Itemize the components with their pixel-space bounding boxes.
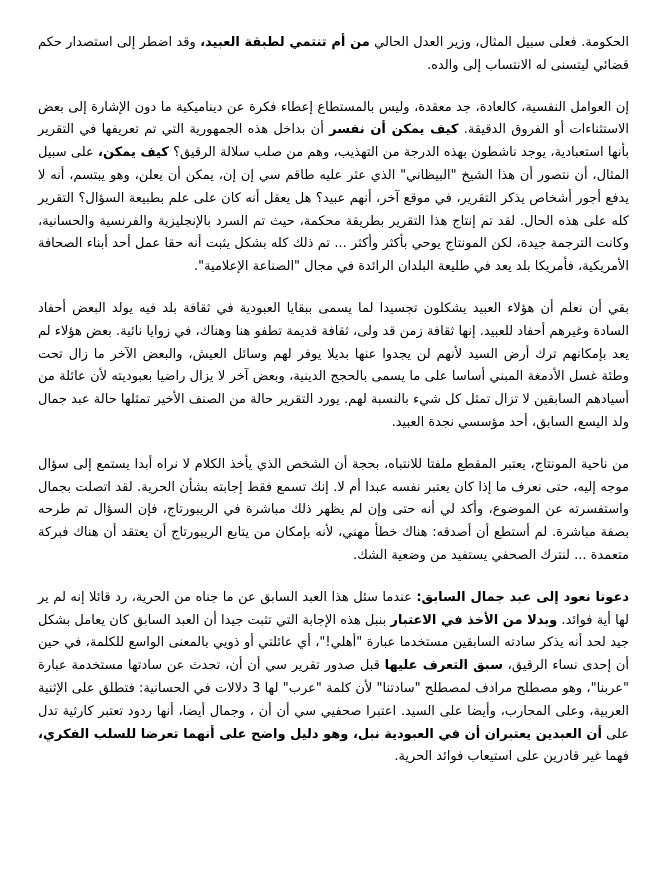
- text-run: بقي أن نعلم أن هؤلاء العبيد يشكلون تجسيدا لما يسمى ببقايا العبودية في ثقافة بلد فيه يولد البعض أحفاد السادة وغيرهم أحفاد للعبيد. إنها ثقافة زمن قد ولى، ثقافة قديمة تطفو هنا وهناك، في زوايا نائية. بعض هؤلاء لم يعد بإمكانهم ترك أرض السيد لأنهم لن يجدوا عنها بديلا يوفر لهم وسائل العيش، والبعض الآخر ما زال تحت وطئة غسل الأدمغة المبني أساسا على ما يسمى بالحجج الدينية، وبعض آخر لا يزال راضيا بعبوديته لأن عائلة من أسيادهم السابقين لا تزال تمثل كل شيء بالنسبة لهم. يورد التقرير حالة من الصنف الأخير تمثلها حالة عبد جمال ولد اليسع السابق، أحد مؤسسي نجدة العبيد.: [38, 300, 629, 430]
- text-run: الحكومة. فعلى سبيل المثال، وزير العدل الحالي: [369, 35, 629, 50]
- bold-text: من أم تنتمي لطبقة العبيد،: [200, 35, 370, 50]
- paragraph: [38, 454, 629, 568]
- text-run: أن بداخل هذه الجمهورية التي تم تعريفها في التقرير بأنها استعبادية، يوجد ناشطون بهذه الدرجة من التهذيب، وهم من صلب سلالة الرقيق؟: [38, 122, 630, 161]
- bold-text: أن العبدين يعتبران أن في العبودية نبل، وهو دليل واضح على أنهما تعرضا للسلب الفكري،: [38, 726, 602, 742]
- text-run: من ناحية المونتاج، يعتبر المقطع ملفتا للانتباه، بحجة أن الشخص الذي يأخذ الكلام لا نراه أبدا يستمع إلى سؤال موجه إليه، حتى نعرف ما إذا كان يعتبر نفسه عبدا أم لا. إنك تسمع فقط إجابته بشأن الحرية. لقد اتصلت بجمال واستفسرته عن الموضوع، وأكد لي أنه حتى وإن لم يظهر ذلك مباشرة في الريبورتاج، فإن السؤال تم طرحه بصفة مباشرة. لم أستطع أن أصدقه: هناك خطأ مهني، لأنه بإمكان من يتابع الريبورتاج أن يعتقد أن هناك فبركة متعمدة ... لنترك الصحفي يستفيد من وضعية الشك.: [38, 456, 629, 563]
- text-run: فهما غير قادرين على استيعاب فوائد الحرية.: [394, 749, 629, 765]
- text-run: بنبل هذه الإجابة التي تثبت جيدا أن العبد السابق كان يعامل بشكل جيد لحد أنه يذكر سادته السابقين مستخدما عبارة "أهلي!"، أي عائلتي أو ذويي بالمعنى الواسع للكلمة، في حين أن إحدى نساء الرقيق،: [38, 612, 629, 674]
- text-run: على سبيل المثال، أن نتصور أن هذا الشيخ "البيظاني" الذي عثر عليه طاقم سي إن إن، يمكن أن يعلن، وهو يبتسم، أنه لا يدفع أجور أشخاص يذكر التقرير، في موقع آخر، أنهم عبيد؟ هل يعقل أنه كان على علم بطبيعة السؤال؟ التقرير كله على هذه الحال. لقد تم إنتاج هذا التقرير بطريقة محكمة، حيث تم السرد بالإنجليزية والفرنسية والحسانية، وكانت الترجمة جيدة، لكن المونتاج يوحي بأكثر وأكثر ... تم ذلك كله بشكل يثبت أنه حقا عمل أحد أبناء الصحافة الأمريكية، فأمريكا بلد يعد في طليعة البلدان الرائدة في مجال "الصناعة الإعلامية".: [38, 145, 629, 275]
- text-run: إن العوامل النفسية، كالعادة، جد معقدة، وليس بالمستطاع إعطاء فكرة عن ديناميكية ما دون الإشارة إلى بعض الاستثناءات أو الفروق الدقيقة.: [38, 99, 629, 138]
- bold-text: كيف يمكن،: [98, 145, 169, 161]
- paragraph: [38, 32, 629, 78]
- paragraph: [38, 587, 629, 769]
- bold-text: سبق التعرف عليها: [384, 658, 503, 674]
- bold-text: كيف يمكن أن نفسر: [329, 122, 459, 138]
- paragraph: [38, 298, 629, 435]
- text-run: عندما سئل هذا العبد السابق عن ما جناه من الحرية، رد قائلا إنه لم ير لها أية فوائد.: [38, 589, 629, 628]
- bold-text: وبدلا من الأخذ في الاعتبار: [390, 612, 558, 628]
- text-run: وقد اضطر إلى استصدار حكم قضائي ليتسنى له الانتساب إلى والده.: [38, 35, 629, 73]
- paragraph: [38, 97, 629, 279]
- text-run: قبل صدور تقرير سي أن أن، تحدث عن سادتها مستخدمة عبارة "عربنا"، وهو مصطلح مرادف لمصطلح "سادتنا" لأن كلمة "عرب" لها 3 دلالات في الحسانية: فتطلق على الإثنية العربية، وعلى المحارب، وأيضا على السيد. اعتبرا صحفيي سي أن أن ، وجمال أيضا، أنها ردود تعتبر كارثية تدل على: [38, 658, 630, 742]
- bold-text: دعونا نعود إلى عبد جمال السابق:: [416, 589, 630, 605]
